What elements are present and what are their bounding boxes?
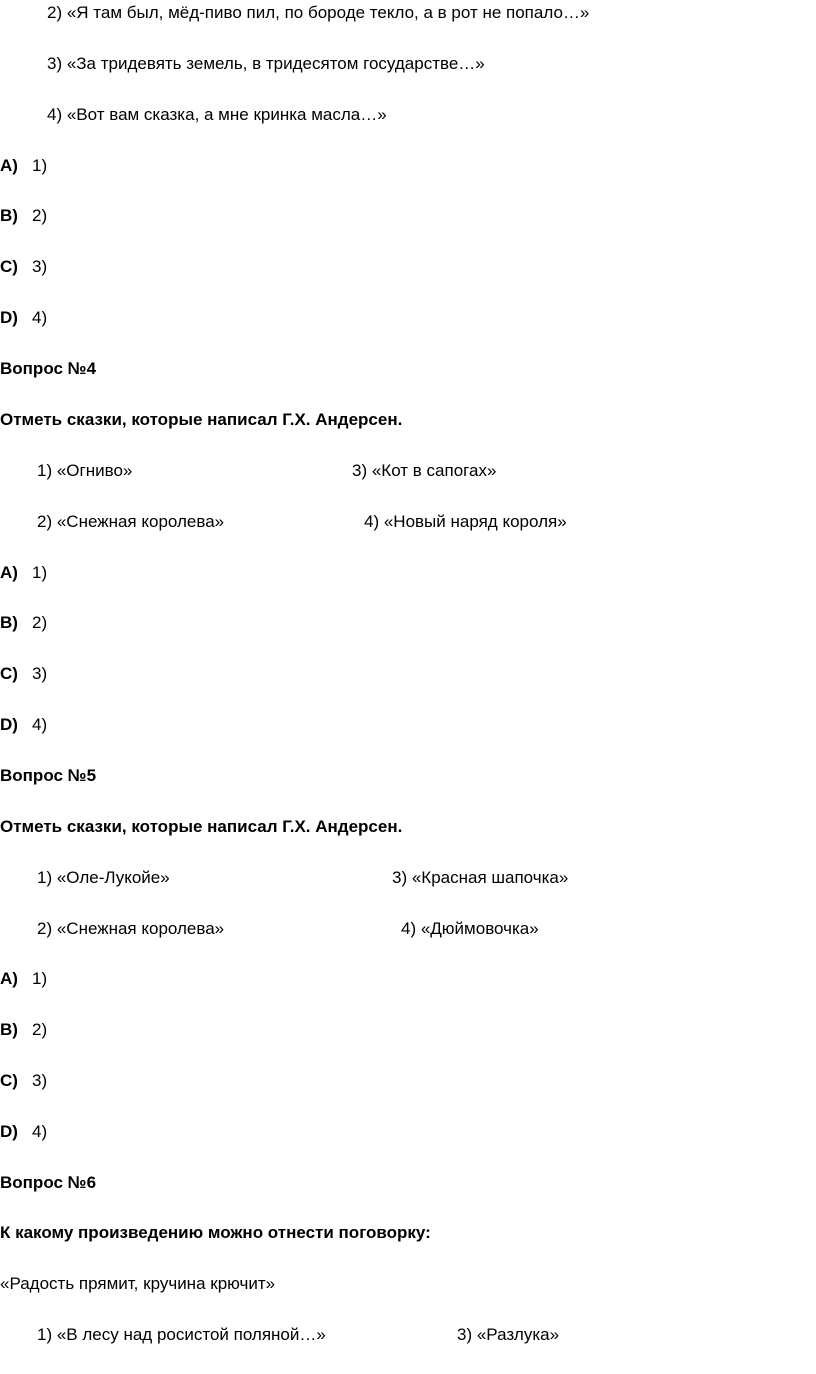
q5-option-b[interactable] [0, 1019, 47, 1041]
q6-saying: «Радость прямит, кручина крючит» [0, 1274, 276, 1293]
q3-item-4: 4) «Вот вам сказка, а мне кринка масла…» [47, 105, 387, 124]
q6-heading: Вопрос №6 [0, 1173, 97, 1192]
q4-option-b[interactable] [0, 612, 47, 634]
option-text: 1) [32, 969, 48, 988]
q5-option-c[interactable] [0, 1070, 47, 1092]
option-text: 2) [32, 1020, 48, 1039]
q5-item-2: 2) «Снежная королева» [37, 919, 225, 938]
q5-heading: Вопрос №5 [0, 766, 97, 785]
option-letter: C) [0, 257, 18, 276]
q3-option-d[interactable] [0, 307, 47, 329]
option-letter: C) [0, 664, 18, 683]
q6-item-3: 3) «Разлука» [457, 1325, 560, 1344]
q4-option-c[interactable] [0, 663, 47, 685]
q5-option-d[interactable] [0, 1121, 47, 1143]
q4-item-2: 2) «Снежная королева» [37, 512, 225, 531]
option-letter: D) [0, 308, 18, 327]
option-letter: A) [0, 563, 18, 582]
option-letter: A) [0, 156, 18, 175]
option-text: 3) [32, 664, 48, 683]
q5-item-4: 4) «Дюймовочка» [401, 919, 539, 938]
q5-prompt: Отметь сказки, которые написал Г.Х. Андерсен. [0, 817, 403, 836]
option-text: 2) [32, 613, 48, 632]
option-letter: A) [0, 969, 18, 988]
option-text: 1) [32, 563, 48, 582]
q3-option-a[interactable] [0, 155, 47, 177]
option-text: 3) [32, 257, 48, 276]
option-text: 3) [32, 1071, 48, 1090]
option-letter: D) [0, 1122, 18, 1141]
option-letter: D) [0, 715, 18, 734]
q5-item-3: 3) «Красная шапочка» [392, 868, 569, 887]
q4-option-a[interactable] [0, 562, 47, 584]
q3-item-3: 3) «За тридевять земель, в тридесятом государстве…» [47, 54, 485, 73]
option-letter: C) [0, 1071, 18, 1090]
option-text: 4) [32, 715, 48, 734]
option-letter: B) [0, 206, 18, 225]
q6-prompt: К какому произведению можно отнести поговорку: [0, 1223, 431, 1242]
q4-heading: Вопрос №4 [0, 359, 97, 378]
option-text: 4) [32, 308, 48, 327]
option-text: 2) [32, 206, 48, 225]
q4-prompt: Отметь сказки, которые написал Г.Х. Андерсен. [0, 410, 403, 429]
option-text: 4) [32, 1122, 48, 1141]
option-text: 1) [32, 156, 48, 175]
q3-option-c[interactable] [0, 256, 47, 278]
q3-item-2: 2) «Я там был, мёд-пиво пил, по бороде текло, а в рот не попало…» [47, 3, 590, 22]
q4-option-d[interactable] [0, 714, 47, 736]
q5-item-1: 1) «Оле-Лукойе» [37, 868, 170, 887]
q5-option-a[interactable] [0, 968, 47, 990]
option-letter: B) [0, 613, 18, 632]
q3-option-b[interactable] [0, 205, 47, 227]
q6-item-1: 1) «В лесу над росистой поляной…» [37, 1325, 326, 1344]
q4-item-4: 4) «Новый наряд короля» [364, 512, 567, 531]
q4-item-3: 3) «Кот в сапогах» [352, 461, 497, 480]
q4-item-1: 1) «Огниво» [37, 461, 133, 480]
option-letter: B) [0, 1020, 18, 1039]
